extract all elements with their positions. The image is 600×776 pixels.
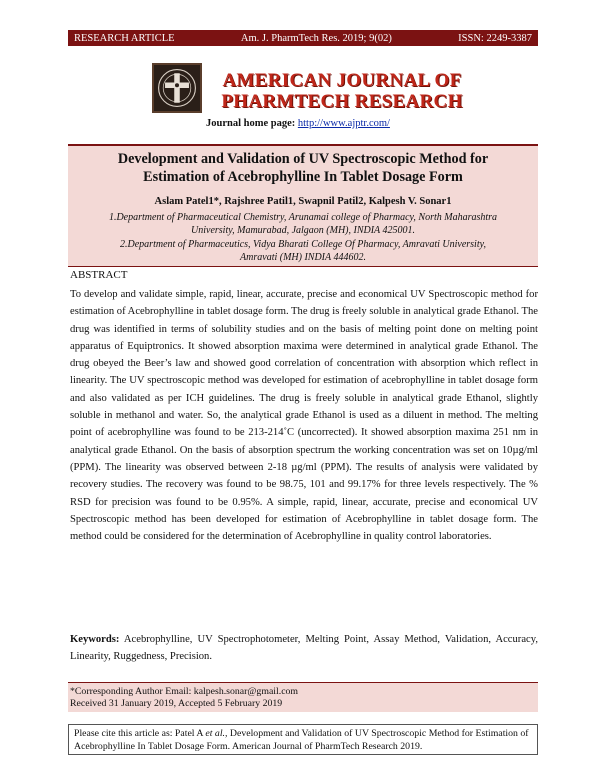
correspondence-box [68,682,538,712]
citation-prefix: Please cite this article as: Patel A [74,728,206,739]
homepage-label: Journal home page: [206,118,296,129]
affiliation-1-line-2: University, Mamurabad, Jalgaon (MH), INDIA 425001. [191,225,415,236]
journal-homepage [206,118,486,129]
affiliation-1-line-1: 1.Department of Pharmaceutical Chemistry, Arunamai college of Pharmacy, North Maharashtra [108,212,498,223]
abstract-text: To develop and validate simple, rapid, linear, accurate, precise and economical UV Spectroscopic method for estimation of Acebrophylline in tablet dosage form. The drug is freely soluble in analytical grade Ethanol. The drug was identified in terms of solubility studies and on the basis of melting point done on melting point apparatus of Equiptronics. It showed absorption maxima were determined in analytical grade Ethanol. The drug obeyed the Beer’s law and showed good correlation of concentration with absorption which reflect in linearity. The UV spectroscopic method was developed for estimation of acebrophylline in tablet dosage form and also validated as per ICH guidelines. The drug is freely soluble in analytical grade Ethanol, slightly soluble in methanol and water. So, the analytical grade Ethanol is used as a diluent in method. The melting point of acebrophylline was found to be 213-214˚C (uncorrected). It showed absorption maxima 251 nm in analytical grade Ethanol. On the basis of absorption spectrum the working concentration was set on 10µg/ml (PPM). The linearity was observed between 2-18 µg/ml (PPM). The results of analysis were validated by recovery studies. The recovery was found to be 98.75, 101 and 99.17% for three levels respectively. The % RSD for precision was found to be 0.95%. A simple, rapid, linear, accurate, precise and economical UV Spectroscopic method has been developed for estimation of Acebrophylline in tablet dosage form. The method could be considered for the determination of Acebrophylline in quality control laboratories. [70,289,538,543]
citation-box [68,724,538,755]
corresponding-email: *Corresponding Author Email: kalpesh.sonar@gmail.com [70,686,299,697]
keywords-text: Acebrophylline, UV Spectrophotometer, Melting Point, Assay Method, Validation, Accuracy, Linearity, Ruggedness, Precision. [70,634,538,663]
journal-title-line-1: AMERICAN JOURNAL OF [222,70,462,91]
affiliation-2-line-1: 2.Department of Pharmaceutics, Vidya Bharati College Of Pharmacy, Amravati University, [120,239,486,250]
cross-emblem-icon [154,65,200,111]
journal-title-line-2: PHARMTECH RESEARCH [221,91,463,112]
journal-title [207,70,477,112]
abstract-heading: ABSTRACT [70,269,128,281]
journal-reference: Am. J. PharmTech Res. 2019; 9(02) [240,32,392,44]
paper-title [78,150,528,186]
keywords-label: Keywords: [70,634,120,645]
affiliation-2-line-2: Amravati (MH) INDIA 444602. [240,252,366,263]
citation-rest: Development and Validation of UV Spectroscopic Method for Estimation of Acebrophylline In Tablet Dosage Form. American Journal of PharmTech Research 2019. [74,728,529,752]
received-accepted-dates: Received 31 January 2019, Accepted 5 February 2019 [70,698,283,709]
journal-logo [152,63,202,113]
issn: ISSN: 2249-3387 [458,32,532,44]
author-list: Aslam Patel1*, Rajshree Patil1, Swapnil Patil2, Kalpesh V. Sonar1 [154,196,452,207]
keywords [70,631,538,666]
journal-header-bar [68,30,538,46]
affiliation-1 [78,211,528,237]
article-type: RESEARCH ARTICLE [74,32,175,44]
citation-etal: et al., [205,728,228,739]
homepage-link[interactable]: http://www.ajptr.com/ [297,118,390,129]
affiliation-2 [78,238,528,264]
paper-title-line-1: Development and Validation of UV Spectroscopic Method for [117,151,489,167]
paper-title-line-2: Estimation of Acebrophylline In Tablet Dosage Form [143,169,463,185]
